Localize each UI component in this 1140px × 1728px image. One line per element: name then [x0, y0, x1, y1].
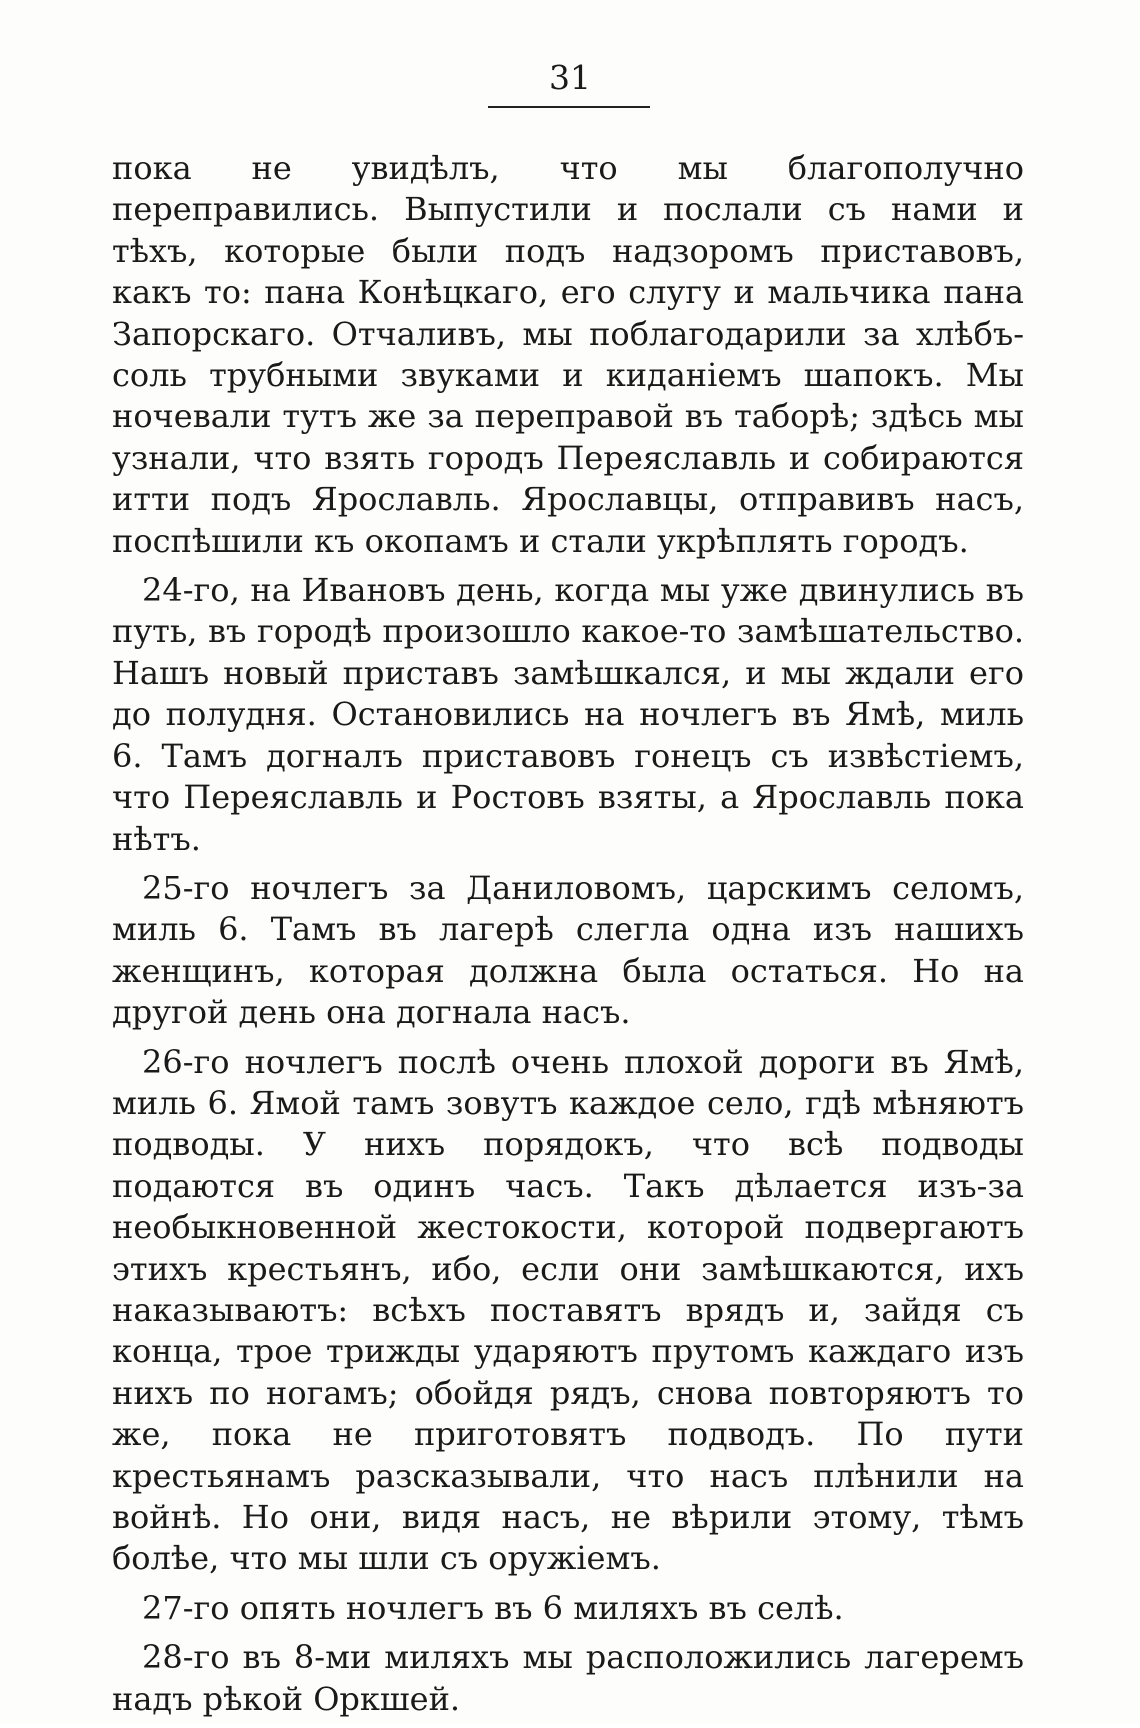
paragraph-day-25: 25-го ночлегъ за Даниловомъ, царскимъ селомъ, миль 6. Тамъ въ лагерѣ слегла одна изъ нашихъ женщинъ, которая должна была остаться. Но на другой день она догнала насъ.: [112, 868, 1024, 1032]
header-rule: [488, 106, 650, 108]
page-number: 31: [549, 58, 591, 97]
paragraph-day-28: 28-го въ 8-ми миляхъ мы расположились лагеремъ надъ рѣкой Оркшей.: [112, 1638, 1024, 1718]
body-text: [112, 148, 1024, 1728]
paragraph-continuation: пока не увидѣлъ, что мы благополучно переправились. Выпустили и послали съ нами и тѣхъ, которые были подъ надзоромъ приставовъ, какъ то: пана Конѣцкаго, его слугу и мальчика пана Запорскаго. Отчаливъ, мы поблагодарили за хлѣбъ-соль трубными звуками и киданіемъ шапокъ. Мы ночевали тутъ же за переправой въ таборѣ; здѣсь мы узнали, что взять городъ Переяславль и собираются итти подъ Ярославль. Ярославцы, отправивъ насъ, поспѣшили къ окопамъ и стали укрѣплять городъ.: [112, 149, 1024, 560]
paragraph-day-24: 24-го, на Ивановъ день, когда мы уже двинулись въ путь, въ городѣ произошло какое-то замѣшательство. Нашъ новый приставъ замѣшкался, и мы ждали его до полудня. Остановились на ночлегъ въ Ямѣ, миль 6. Тамъ догналъ приставовъ гонецъ съ извѣстіемъ, что Переяславль и Ростовъ взяты, а Ярославль пока нѣтъ.: [112, 571, 1024, 858]
paragraph-day-27: 27-го опять ночлегъ въ 6 миляхъ въ селѣ.: [142, 1588, 844, 1627]
paragraph-day-26: 26-го ночлегъ послѣ очень плохой дороги въ Ямѣ, миль 6. Ямой тамъ зовутъ каждое село, гдѣ мѣняютъ подводы. У нихъ порядокъ, что всѣ подводы подаются въ одинъ часъ. Такъ дѣлается изъ-за необыкновенной жестокости, которой подвергаютъ этихъ крестьянъ, ибо, если они замѣшкаются, ихъ наказываютъ: всѣхъ поставятъ врядъ и, зайдя съ конца, трое трижды ударяютъ прутомъ каждаго изъ нихъ по ногамъ; обойдя рядъ, снова повторяютъ то же, пока не приготовятъ подводъ. По пути крестьянамъ разсказывали, что насъ плѣнили на войнѣ. Но они, видя насъ, не вѣрили этому, тѣмъ болѣе, что мы шли съ оружіемъ.: [112, 1042, 1024, 1578]
